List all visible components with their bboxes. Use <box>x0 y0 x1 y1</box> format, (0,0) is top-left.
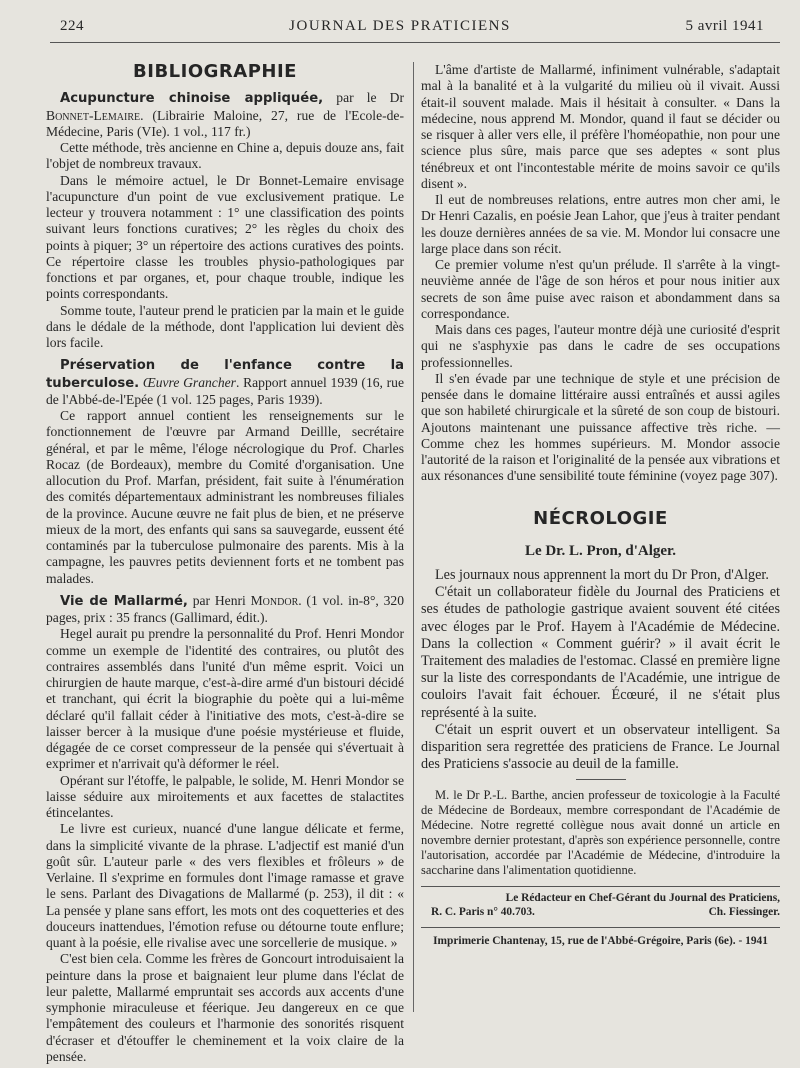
review-entry-acupuncture <box>46 90 404 351</box>
review-paragraph: Hegel aurait pu prendre la personnalité du Prof. Henri Mondor comme un exemple de l'identité des contraires, ou plutôt des contraires assemblés dans l'unité d'un même esprit. Voici un chirurgien de haute marque, c'est-à-dire armé d'un bistouri décidé et tranchant, qui écrit la biographie du poète qui a lui-même déclaré qu'il fallait céder à l'initiative des mots, c'est-à-dire se laisser bercer à la musique d'une poésie mystérieuse et fluide, dégagée de ce corset compresseur de la pensée qui s'évertuait à exprimer et n'arrivait qu'à déformer le réel. <box>46 626 404 772</box>
review-paragraph: Dans le mémoire actuel, le Dr Bonnet-Lemaire envisage l'acupuncture d'un point de vue exclusivement pratique. Le lecteur y trouvera notamment : 1° une classification des points suivant leurs fonctions curatives; 2° les règles du choix des points à piquer; 3° un répertoire des actions curatives des points. Ce répertoire classe les troubles physio-pathologiques par fonctions et par organes, et, pour chaque trouble, indique les points correspondants. <box>46 172 404 302</box>
colophon <box>421 891 780 948</box>
header-rule <box>50 42 780 43</box>
review-paragraph: Ce rapport annuel contient les renseignements sur le fonctionnement de l'œuvre par Armand Deillle, secrétaire général, et par le même, l'éloge nécrologique du Prof. Charles Rocaz (de Bordeaux), membre du Comité d'organisation. Une allocution du Prof. Marfan, président, fait suite à l'énumération des comités départementaux administrant les nombreuses filiales de la province. Aucune œuvre ne fait plus de bien, et ne préserve mieux de la mort, des enfants qui sans sa sauvegarde, eussent été contaminés par la tuberculose pulmonaire des parents. Mis à la campagne, les pauvres petits deviennent forts et ne tombent pas malades. <box>46 408 404 586</box>
book-author: Œuvre Grancher <box>142 374 236 390</box>
entry-heading <box>46 357 404 408</box>
entry-heading: Vie de Mallarmé, par Henri Mondor. (1 vol. in-8°, 320 pages, prix : 35 francs (Gallimard, édit.). <box>46 592 404 625</box>
column-divider <box>413 62 414 1012</box>
right-column <box>421 62 780 948</box>
review-entry-tuberculose <box>46 357 404 587</box>
rc-number: R. C. Paris n° 40.703. <box>431 906 535 919</box>
book-author: Bonnet-Lemaire <box>46 107 141 123</box>
obituary-paragraph: C'était un collaborateur fidèle du Journal des Praticiens et ses études de pathologie gastrique avaient souvent été citées avec éloges par le Prof. Hayem à l'Académie de Médecine. Dans la collection « Comment guérir? » il avait écrit le Traitement des maladies de l'estomac. Classé en première ligne sur la liste des correspondants de l'Académie, une intrigue de couloirs l'avait fait échouer. Écœuré, il ne s'était plus représenté à la suite. <box>421 584 780 721</box>
bibliographie-title: BIBLIOGRAPHIE <box>133 61 297 82</box>
book-details: . (Librairie Maloine, 27, rue de l'Ecole-de-Médecine, Paris (VIe). 1 vol., 117 fr.) <box>46 107 404 139</box>
book-title: Préservation de l'enfance contre la tuberculose. <box>46 358 404 391</box>
footer-rule <box>421 886 780 887</box>
obituary-note-text: M. le Dr P.-L. Barthe, ancien professeur de toxicologie à la Faculté de Médecine de Bordeaux, membre correspondant de l'Académie de Médecine. Notre regretté collègue nous avait donné un article en novembre dernier protestant, d'après son expérience personnelle, contre l'autorisation, accordée par l'Académie de Médecine, d'introduire la saccharine dans l'alimentation quotidienne. <box>421 788 780 878</box>
left-column <box>46 58 404 1068</box>
review-paragraph: Somme toute, l'auteur prend le praticien par la main et le guide dans le dédale de la méthode, dont l'application lui devient dès lors facile. <box>46 302 404 350</box>
review-paragraph: C'est bien cela. Comme les frères de Goncourt introduisaient la peinture dans la prose et baignaient leur plume dans l'éclat de leur palette, Mallarmé empruntait ses accords aux accents d'une symphonie miraculeuse et féerique. Jeu dangereux en ce que l'empâtement des couleurs et l'harmonie des sonorités risquent d'écraser et d'étouffer le cheminement et la voix claire de la pensée. <box>46 951 404 1064</box>
journal-title: JOURNAL DES PRATICIENS <box>289 18 511 34</box>
review-paragraph: L'âme d'artiste de Mallarmé, infiniment vulnérable, s'adaptait mal à la banalité et à la vulgarité du milieu où il vivait. Aussi était-il souvent malade. Mais il hésitait à consulter. « Dans la médecine, nous apprend M. Mondor, quand il faut se décider ou se risquer à aller vers elle, il préfère l'homéopathie, non pour une science plus sûre, mais parce que ses adeptes « sont plus ténébreux et ont l'incontestable mérite de moins savoir ce qu'ils disent ». <box>421 62 780 191</box>
book-title: Vie de Mallarmé, <box>60 593 188 609</box>
review-paragraph: Mais dans ces pages, l'auteur montre déjà une curiosité d'esprit qui ne s'asphyxie pas dans le cadre de ses occupations professionnelles. <box>421 322 780 370</box>
necrologie-title: NÉCROLOGIE <box>533 507 668 529</box>
running-header <box>0 18 800 42</box>
imprint-rule <box>421 927 780 928</box>
book-details: . (1 vol. in-8°, 320 pages, prix : 35 francs (Gallimard, édit.). <box>46 592 404 625</box>
review-paragraph: Ce premier volume n'est qu'un prélude. Il s'arrête à la vingt-neuvième année de l'âge de son héros et pour nous initier aux secrets de son âme puise avec raison et abondamment dans sa correspondance. <box>421 257 780 321</box>
necrologie-section <box>421 543 780 879</box>
entry-heading: Acupuncture chinoise appliquée, par le Dr Bonnet-Lemaire. (Librairie Maloine, 27, rue de l'Ecole-de-Médecine, Paris (VIe). 1 vol., 117 fr.) <box>46 90 404 139</box>
review-paragraph: Il s'en évade par une technique de style et une précision de pensée dans le domaine littéraire aussi entraînés et aussi agiles que son habileté chirurgicale et la sûreté de son coup de bistouri. Ajoutons maintenant une puissance affective très riche. — Comme chez les hommes supérieurs. M. Mondor associe l'autorité de la raison et l'originalité de la pensée aux vibrations et aux résonances d'une sensibilité toute féminine (voyez page 307). <box>421 370 780 484</box>
review-paragraph: Il eut de nombreuses relations, entre autres mon cher ami, le Dr Henri Cazalis, en poésie Jean Lahor, que j'eus à traiter pendant les douze dernières années de sa vie. M. Mondor lui consacre une large place dans son récit. <box>421 192 780 256</box>
obituary-paragraph: C'était un esprit ouvert et un observateur intelligent. Sa disparition sera regrettée des praticiens de France. Le Journal des Praticiens s'associe au deuil de la famille. <box>421 721 780 773</box>
review-paragraph: Cette méthode, très ancienne en Chine a, depuis douze ans, fait l'objet de nombreux travaux. <box>46 140 404 172</box>
obituary-paragraph: Les journaux nous apprennent la mort du Dr Pron, d'Alger. <box>435 567 769 583</box>
review-entry-mallarme <box>46 593 404 1065</box>
printer-imprint: Imprimerie Chantenay, 15, rue de l'Abbé-Grégoire, Paris (6e). - 1941 <box>433 935 768 948</box>
page-number: 224 <box>60 18 84 34</box>
obituary-note <box>421 788 780 878</box>
separator-rule <box>576 779 626 780</box>
review-paragraph: Opérant sur l'étoffe, le palpable, le solide, M. Henri Mondor se laisse séduire aux miroitements et aux facettes de stalactites étincelantes. <box>46 772 404 820</box>
obituary-heading: Le Dr. L. Pron, d'Alger. <box>524 542 677 559</box>
review-paragraph: Le livre est curieux, nuancé d'une langue délicate et ferme, dans la simplicité vivante de la phrase. L'adjectif est manié d'un goût sûr. L'auteur parle « des vers flexibles et frôleurs » de Verlaine. Il s'exprime en formules dont l'image ramasse et grave le sens. Parlant des Divagations de Mallarmé (p. 253), il dit : « La pensée y plane sans effort, les mots ont des coquetteries et des douceurs inattendues, l'émotion refuse ou détourne toute enflure; quant à la poésie, elle rivalise avec une sorcellerie de musique. » <box>46 821 404 950</box>
book-author: Mondor <box>250 592 299 608</box>
book-title: Acupuncture chinoise appliquée, <box>60 91 324 107</box>
issue-date: 5 avril 1941 <box>685 18 764 34</box>
registration-line <box>421 905 780 919</box>
editor-name: Ch. Fiessinger. <box>708 906 780 919</box>
book-details: . Rapport annuel 1939 (16, rue de l'Abbé-de-l'Epée (1 vol. 125 pages, Paris 1939). <box>46 374 405 407</box>
editor-line: Le Rédacteur en Chef-Gérant du Journal des Praticiens, <box>505 892 780 905</box>
